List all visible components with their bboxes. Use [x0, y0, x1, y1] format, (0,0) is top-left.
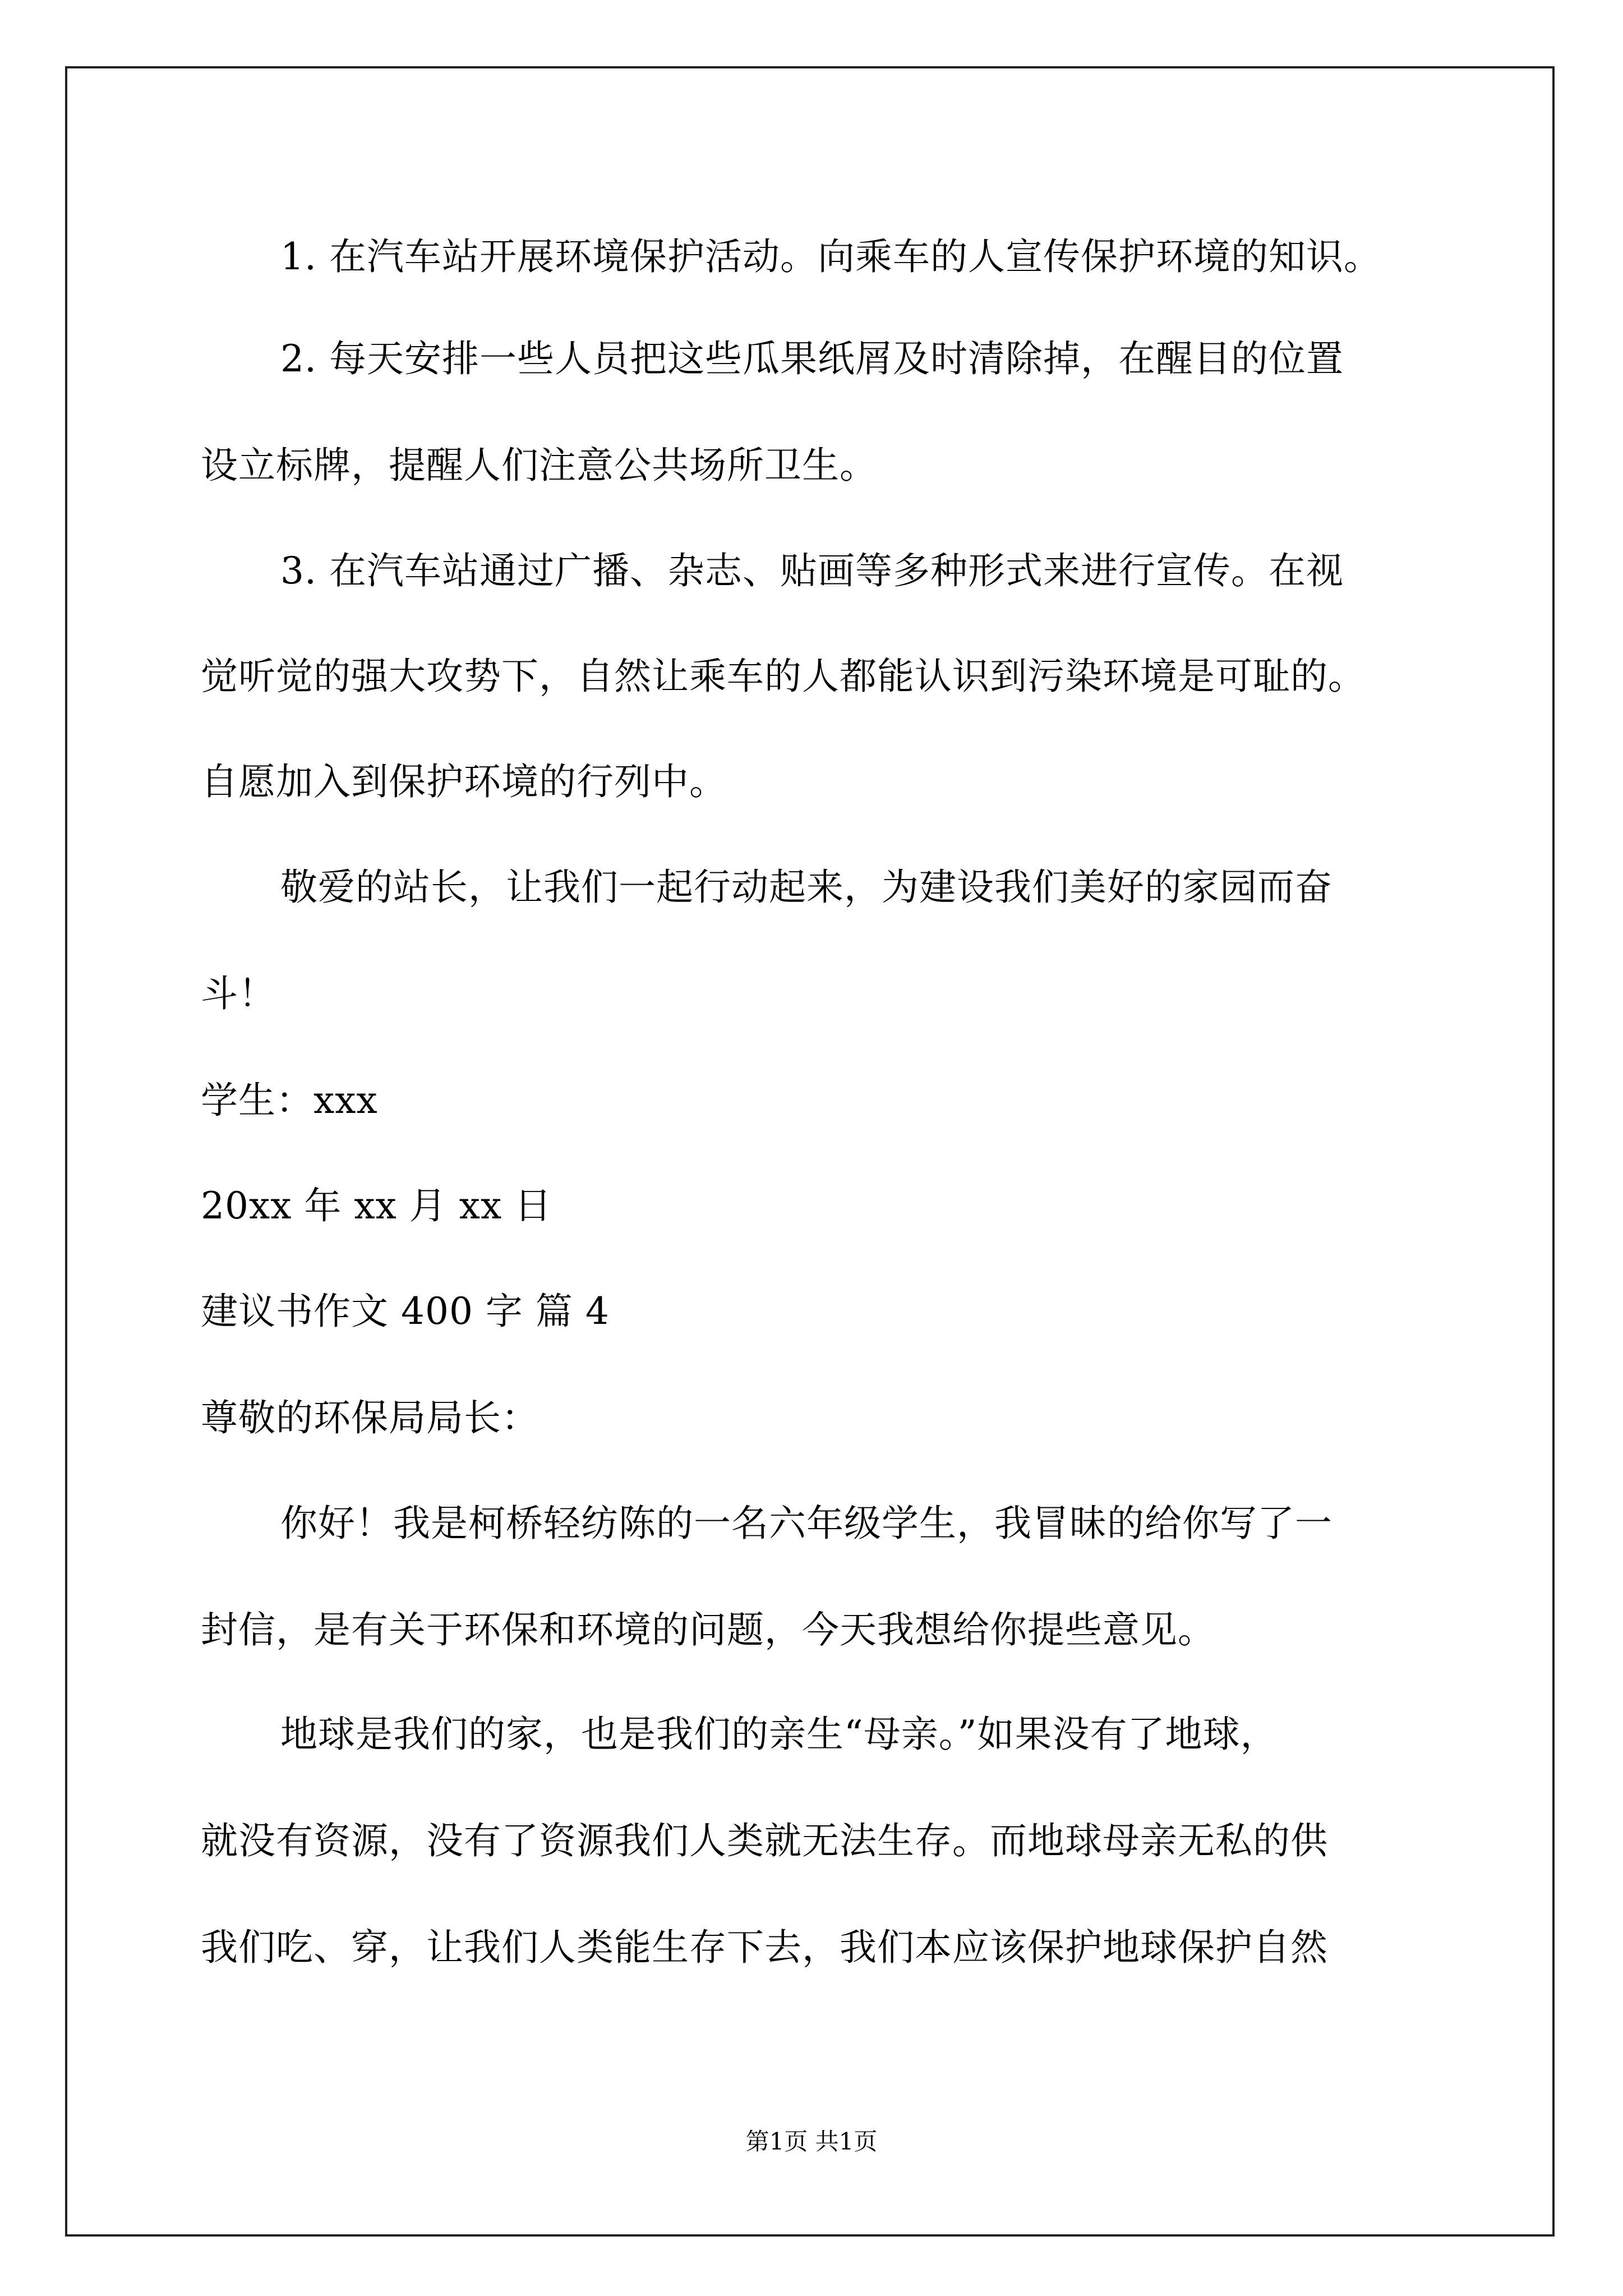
- page-border: [65, 66, 1555, 2237]
- paragraph-line-2: 2. 每天安排一些人员把这些瓜果纸屑及时清除掉，在醒目的位置: [280, 337, 1344, 380]
- paragraph-line-14: 封信，是有关于环保和环境的问题，今天我想给你提些意见。: [201, 1608, 1215, 1651]
- paragraph-line-13: 你好！我是柯桥轻纺陈的一名六年级学生，我冒昧的给你写了一: [280, 1502, 1332, 1545]
- paragraph-line-17: 我们吃、穿，让我们人类能生存下去，我们本应该保护地球保护自然: [201, 1926, 1328, 1969]
- salutation: 尊敬的环保局局长：: [201, 1396, 539, 1439]
- page-number-footer: 第1页 共1页: [745, 2128, 878, 2155]
- paragraph-line-3: 设立标牌，提醒人们注意公共场所卫生。: [201, 444, 877, 487]
- student-signature: 学生：xxx: [201, 1079, 378, 1122]
- paragraph-line-4: 3. 在汽车站通过广播、杂志、贴画等多种形式来进行宣传。在视: [280, 549, 1344, 592]
- paragraph-line-5: 觉听觉的强大攻势下，自然让乘车的人都能认识到污染环境是可耻的。: [201, 655, 1366, 698]
- section-heading: 建议书作文 400 字 篇 4: [201, 1290, 610, 1333]
- paragraph-line-1: 1. 在汽车站开展环境保护活动。向乘车的人宣传保护环境的知识。: [280, 235, 1381, 278]
- paragraph-line-7: 敬爱的站长，让我们一起行动起来，为建设我们美好的家园而奋: [280, 866, 1332, 909]
- paragraph-line-15: 地球是我们的家，也是我们的亲生“母亲。”如果没有了地球，: [280, 1713, 1278, 1756]
- paragraph-line-6: 自愿加入到保护环境的行列中。: [201, 760, 727, 803]
- paragraph-line-16: 就没有资源，没有了资源我们人类就无法生存。而地球母亲无私的供: [201, 1819, 1328, 1862]
- date-line: 20xx 年 xx 月 xx 日: [201, 1184, 552, 1227]
- paragraph-line-8: 斗！: [201, 972, 276, 1015]
